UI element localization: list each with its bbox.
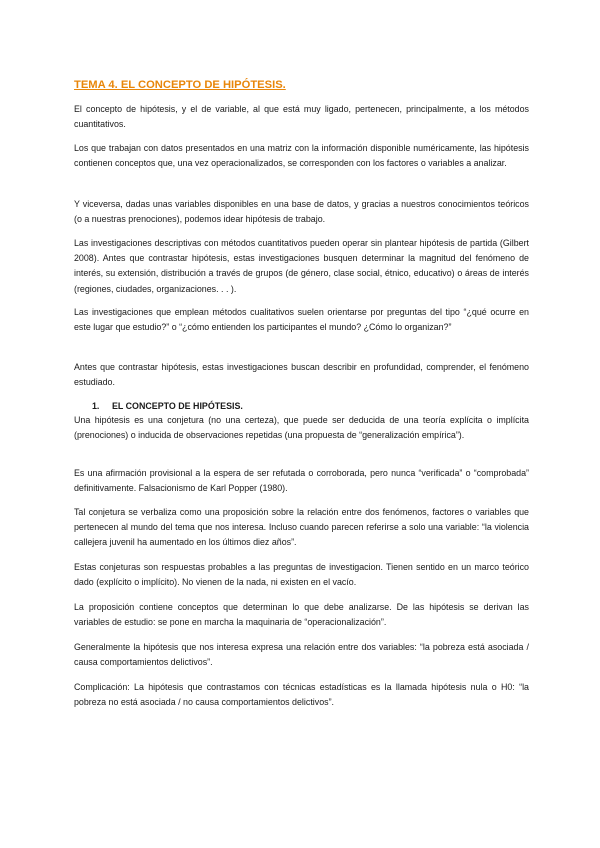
document-title: TEMA 4. EL CONCEPTO DE HIPÓTESIS. [74,79,286,91]
paragraph-8: Es una afirmación provisional a la espera de ser refutada o corroborada, pero nunca “verificada” o “comprobada” definitivamente. Falsacionismo de Karl Popper (1980). [74,468,529,494]
paragraph-3: Y viceversa, dadas unas variables disponibles en una base de datos, y gracias a nuestros conocimientos teóricos (o a nuestras prenociones), podemos idear hipótesis de trabajo. [74,199,529,225]
paragraph-6: Antes que contrastar hipótesis, estas investigaciones buscan describir en profundidad, comprender, el fenómeno estudiado. [74,362,529,388]
section-title: EL CONCEPTO DE HIPÓTESIS. [112,401,243,411]
paragraph-9: Tal conjetura se verbaliza como una proposición sobre la relación entre dos fenómenos, factores o variables que pertenecen al mundo del tema que nos interesa. Incluso cuando parecen referirse a solo una variable: “la violencia callejera juvenil ha aumentado en los últimos diez años”. [74,507,529,548]
paragraph-13: Complicación: La hipótesis que contrastamos con técnicas estadísticas es la llamada hipótesis nula o H0: “la pobreza no está asociada / no causa comportamientos delictivos”. [74,682,529,708]
paragraph-1: El concepto de hipótesis, y el de variable, al que está muy ligado, pertenecen, principalmente, a los métodos cuantitativos. [74,104,529,130]
paragraph-7: Una hipótesis es una conjetura (no una certeza), que puede ser deducida de una teoría explícita o implícita (prenociones) o inducida de observaciones repetidas (una propuesta de “generalización empírica”). [74,415,529,440]
paragraph-12: Generalmente la hipótesis que nos interesa expresa una relación entre dos variables: “la pobreza está asociada / causa comportamientos delictivos”. [74,642,529,668]
paragraph-4: Las investigaciones descriptivas con métodos cuantitativos pueden operar sin plantear hipótesis de partida (Gilbert 2008). Antes que contrastar hipótesis, estas investigaciones busquen determinar la magnitud del fenómeno de interés, su extensión, distribución a través de grupos (de género, clase social, étnico, educativo) o áreas de interés (regiones, ciudades, organizaciones. . . ). [74,238,529,294]
paragraph-2: Los que trabajan con datos presentados en una matriz con la información disponible numéricamente, las hipótesis contienen conceptos que, una vez operacionalizados, se corresponden con los factores o variables a analizar. [74,143,529,169]
paragraph-11: La proposición contiene conceptos que determinan lo que debe analizarse. De las hipótesis se derivan las variables de estudio: se pone en marcha la maquinaria de “operacionalización”. [74,602,529,628]
paragraph-10: Estas conjeturas son respuestas probables a las preguntas de investigacion. Tienen sentido en un marco teórico dado (explícito o implícito). No vienen de la nada, ni existen en el vacío. [74,562,529,588]
section-number: 1. [92,401,100,411]
paragraph-5: Las investigaciones que emplean métodos cualitativos suelen orientarse por preguntas del tipo “¿qué ocurre en este lugar que estudio?” o “¿cómo entienden los participantes el mundo? ¿Cómo lo organizan?” [74,307,529,333]
section-heading [92,401,243,411]
